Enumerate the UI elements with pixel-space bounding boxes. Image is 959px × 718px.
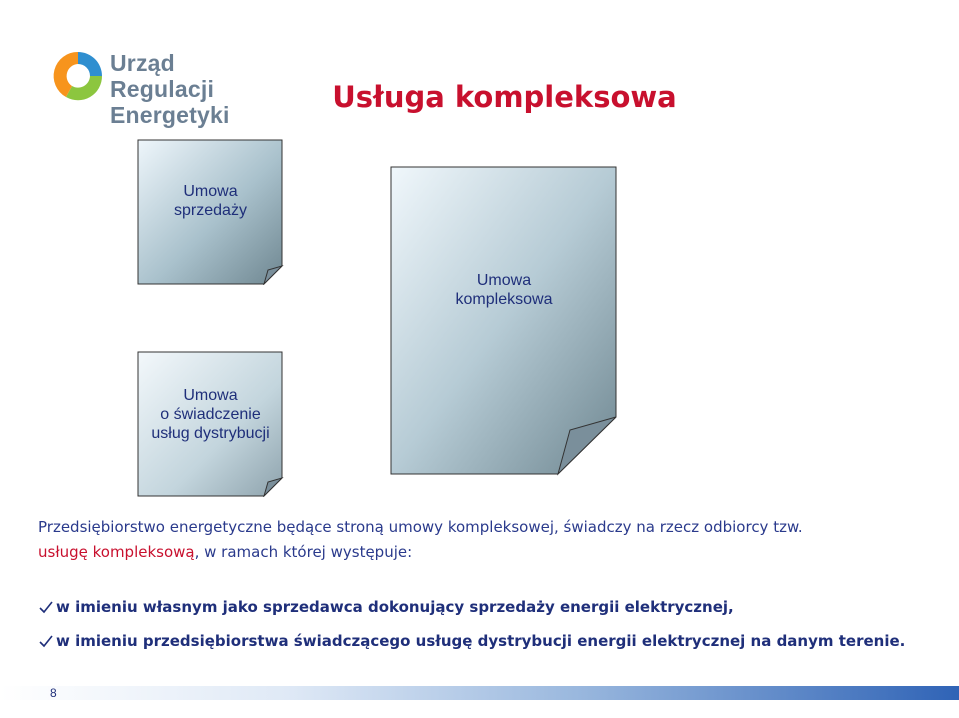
page-number: 8 [50,686,57,700]
checkmark-icon [38,599,54,615]
distribution-line-1: Umowa [183,387,238,404]
comprehensive-line-2: kompleksowa [455,291,553,308]
footer-bar [0,686,959,700]
distribution-line-3: usług dystrybucji [151,425,270,442]
list-item [38,590,938,624]
logo-line-1: Urząd Regulacji [110,50,215,102]
document-sales-contract [137,139,284,285]
comprehensive-line-1: Umowa [476,272,532,289]
bullet-text: w imieniu własnym jako sprzedawca dokonujący sprzedaży energii elektrycznej, [56,598,734,616]
checkmark-icon [38,633,54,649]
description-part-2: , w ramach której występuje: [194,543,413,561]
distribution-line-2: o świadczenie [160,406,261,423]
document-sheet-icon [390,166,618,476]
sales-line-1: Umowa [183,183,238,200]
bullet-text: w imieniu przedsiębiorstwa świadczącego usługę dystrybucji energii elektrycznej na danym terenie. [56,632,906,650]
bullet-list [38,590,938,658]
description-highlight: usługę kompleksową [38,543,195,561]
page-title: Usługa kompleksowa [332,80,677,114]
list-item [38,624,938,658]
document-comprehensive-contract [390,166,618,476]
document-distribution-contract [137,351,284,497]
logo-line-2: Energetyki [110,102,230,128]
description-paragraph [38,515,938,565]
sales-line-2: sprzedaży [174,202,247,219]
description-part-1: Przedsiębiorstwo energetyczne będące stroną umowy kompleksowej, świadczy na rzecz odbiorcy tzw. [38,518,803,536]
